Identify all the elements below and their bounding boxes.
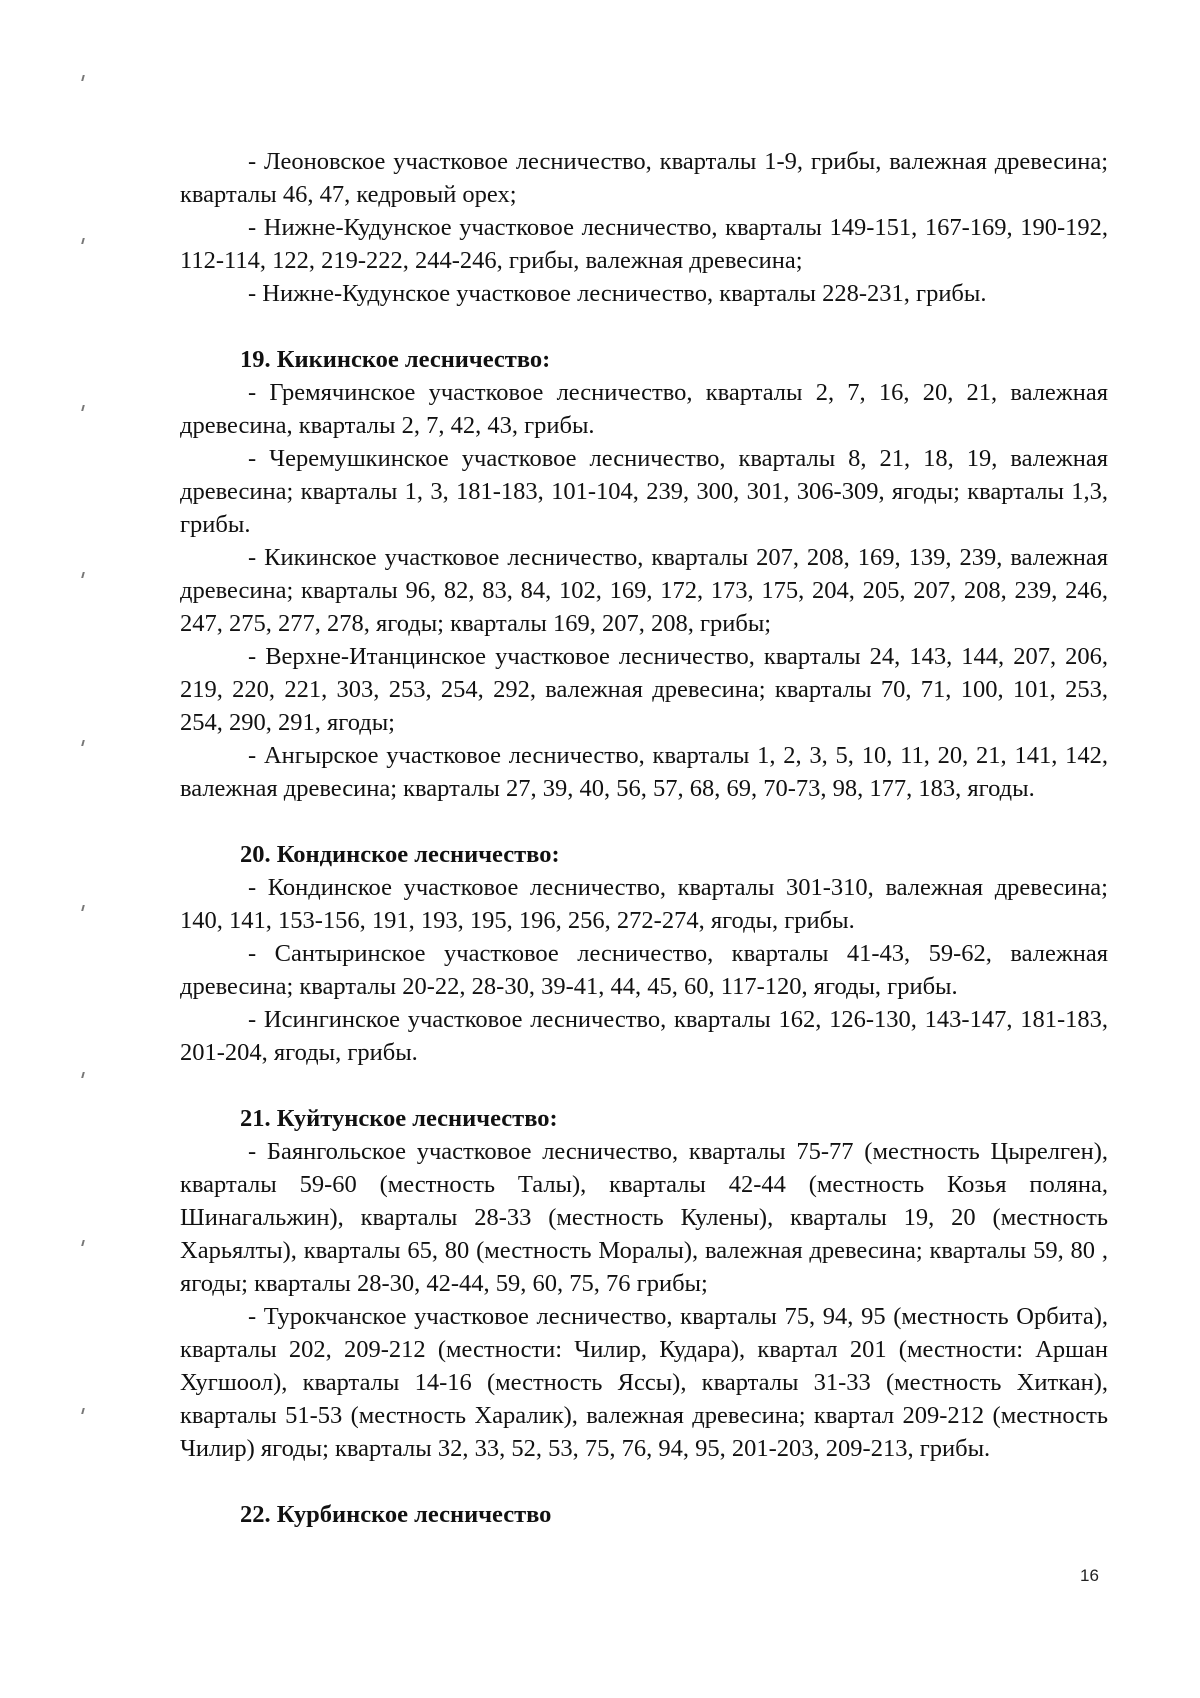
page-number: 16 <box>1080 1566 1099 1585</box>
scan-mark <box>81 1408 85 1414</box>
section-kurbinskoe <box>180 1498 1108 1531</box>
section-paragraph: - Турокчанское участковое лесничество, кварталы 75, 94, 95 (местность Орбита), кварталы 202, 209-212 (местности: Чилир, Кудара), квартал 201 (местности: Аршан Хугшоол), кварталы 14-16 (местность Яссы), кварталы 31-33 (местность Хиткан), кварталы 51-53 (местность Харалик), валежная древесина; квартал 209-212 (местность Чилир) ягоды; кварталы 32, 33, 52, 53, 75, 76, 94, 95, 201-203, 209-213, грибы. <box>180 1303 1108 1462</box>
section-heading: 22. Курбинское лесничество <box>240 1501 552 1528</box>
section-paragraph: - Черемушкинское участковое лесничество, кварталы 8, 21, 18, 19, валежная древесина; кварталы 1, 3, 181-183, 101-104, 239, 300, 301, 306-309, ягоды; кварталы 1,3, грибы. <box>180 445 1108 538</box>
document-body <box>180 145 1108 1531</box>
intro-paragraph: - Нижне-Кудунское участковое лесничество, кварталы 149-151, 167-169, 190-192, 112-114, 122, 219-222, 244-246, грибы, валежная древесина; <box>180 214 1108 274</box>
section-paragraph: - Верхне-Итанцинское участковое лесничество, кварталы 24, 143, 144, 207, 206, 219, 220, 221, 303, 253, 254, 292, валежная древесина; кварталы 70, 71, 100, 101, 253, 254, 290, 291, ягоды; <box>180 643 1108 736</box>
section-heading: 20. Кондинское лесничество: <box>240 841 560 868</box>
section-kuytunskoe <box>180 1102 1108 1465</box>
intro-paragraph: - Леоновское участковое лесничество, кварталы 1-9, грибы, валежная древесина; кварталы 46, 47, кедровый орех; <box>180 148 1108 208</box>
scan-mark <box>81 1240 85 1246</box>
scan-mark <box>81 405 85 411</box>
section-paragraph: - Сантыринское участковое лесничество, кварталы 41-43, 59-62, валежная древесина; кварталы 20-22, 28-30, 39-41, 44, 45, 60, 117-120, ягоды, грибы. <box>180 940 1108 1000</box>
section-paragraph: - Исингинское участковое лесничество, кварталы 162, 126-130, 143-147, 181-183, 201-204, ягоды, грибы. <box>180 1006 1108 1066</box>
scan-mark <box>81 572 85 578</box>
section-paragraph: - Кикинское участковое лесничество, кварталы 207, 208, 169, 139, 239, валежная древесина; кварталы 96, 82, 83, 84, 102, 169, 172, 173, 175, 204, 205, 207, 208, 239, 246, 247, 275, 277, 278, ягоды; кварталы 169, 207, 208, грибы; <box>180 544 1108 637</box>
section-paragraph: - Гремячинское участковое лесничество, кварталы 2, 7, 16, 20, 21, валежная древесина, кварталы 2, 7, 42, 43, грибы. <box>180 379 1108 439</box>
section-heading: 19. Кикинское лесничество: <box>240 346 551 373</box>
scan-mark <box>81 75 85 81</box>
section-heading: 21. Куйтунское лесничество: <box>240 1105 558 1132</box>
section-kondinskoe <box>180 838 1108 1069</box>
scan-mark <box>81 905 85 911</box>
scan-mark <box>81 238 85 244</box>
section-kikinskoe <box>180 343 1108 805</box>
scan-mark <box>81 1072 85 1078</box>
intro-paragraph: - Нижне-Кудунское участковое лесничество, кварталы 228-231, грибы. <box>248 280 987 307</box>
scan-mark <box>81 740 85 746</box>
section-paragraph: - Баянгольское участковое лесничество, кварталы 75-77 (местность Цырелген), кварталы 59-60 (местность Талы), кварталы 42-44 (местность Козья поляна, Шинагальжин), кварталы 28-33 (местность Кулены), кварталы 19, 20 (местность Харьялты), кварталы 65, 80 (местность Моралы), валежная древесина; кварталы 59, 80 , ягоды; кварталы 28-30, 42-44, 59, 60, 75, 76 грибы; <box>180 1138 1108 1297</box>
section-paragraph: - Ангырское участковое лесничество, кварталы 1, 2, 3, 5, 10, 11, 20, 21, 141, 142, валежная древесина; кварталы 27, 39, 40, 56, 57, 68, 69, 70-73, 98, 177, 183, ягоды. <box>180 742 1108 802</box>
section-paragraph: - Кондинское участковое лесничество, кварталы 301-310, валежная древесина; 140, 141, 153-156, 191, 193, 195, 196, 256, 272-274, ягоды, грибы. <box>180 874 1108 934</box>
